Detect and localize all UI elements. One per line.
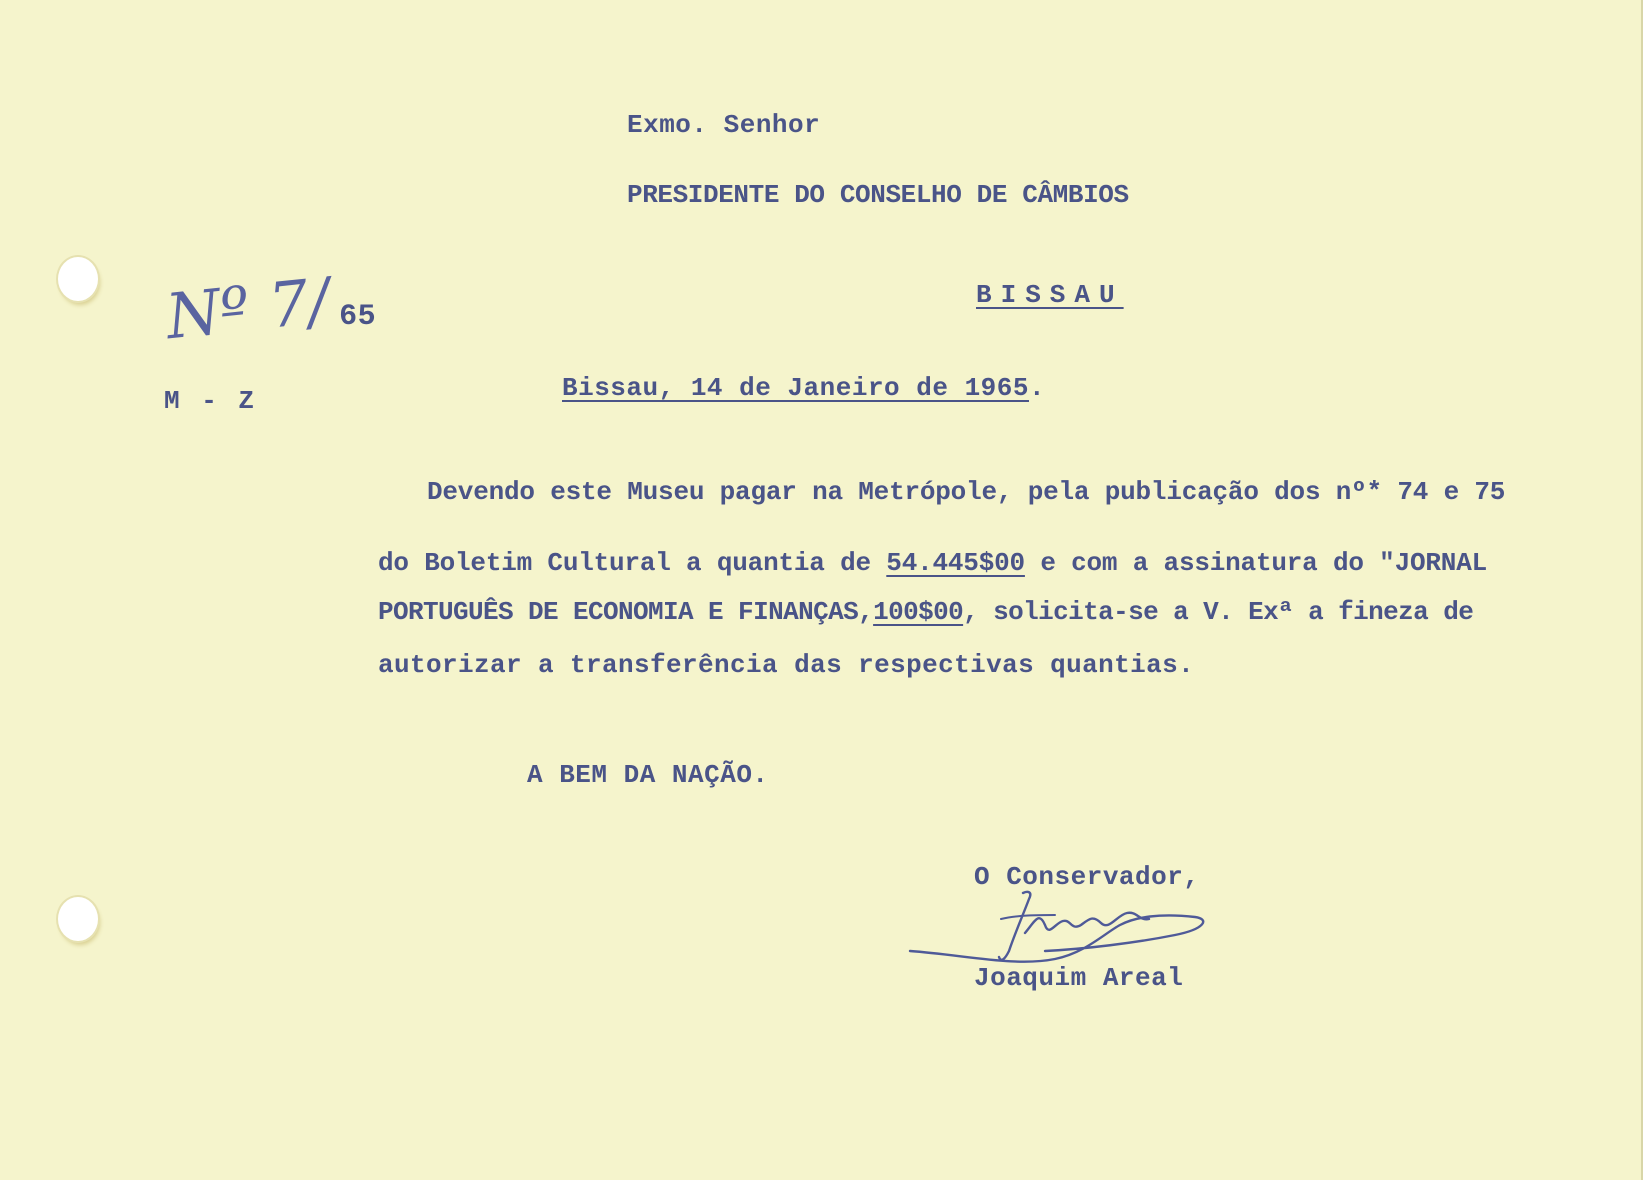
punch-hole-bottom — [58, 897, 98, 941]
amount-boletim: 54.445$00 — [886, 548, 1025, 578]
closing: A BEM DA NAÇÃO. — [527, 760, 769, 790]
body-line-3-text-b: , solicita-se a V. Exª a fineza de — [963, 597, 1474, 627]
body-line-3 — [378, 597, 1473, 627]
salutation: Exmo. Senhor — [627, 110, 821, 140]
sign-title: O Conservador, — [974, 862, 1200, 892]
date-line — [562, 375, 1045, 401]
reference-year: 65 — [339, 300, 377, 334]
body-line-3-text-a: PORTUGUÊS DE ECONOMIA E FINANÇAS, — [378, 597, 874, 627]
body-line-2-text-a: do Boletim Cultural a quantia de — [378, 548, 887, 578]
date-punct: . — [1028, 373, 1046, 403]
initials: M - Z — [164, 386, 258, 416]
amount-jornal: 100$00 — [873, 597, 964, 627]
body-line-1: Devendo este Museu pagar na Metrópole, pela publicação dos nº* 74 e 75 — [427, 477, 1506, 507]
date-text: Bissau, 14 de Janeiro de 1965 — [562, 373, 1029, 403]
body-line-2 — [378, 548, 1487, 578]
signer-name: Joaquim Areal — [974, 963, 1184, 993]
body-line-2-text-b: e com a assinatura do "JORNAL — [1024, 548, 1487, 578]
reference-number: Nº 7/ — [162, 263, 333, 354]
body-line-4: autorizar a transferência das respectivas quantias. — [378, 650, 1195, 680]
reference-handwritten — [162, 263, 377, 354]
recipient-title: PRESIDENTE DO CONSELHO DE CÂMBIOS — [627, 180, 1129, 210]
city-heading: BISSAU — [976, 280, 1124, 310]
punch-hole-top — [58, 257, 98, 301]
